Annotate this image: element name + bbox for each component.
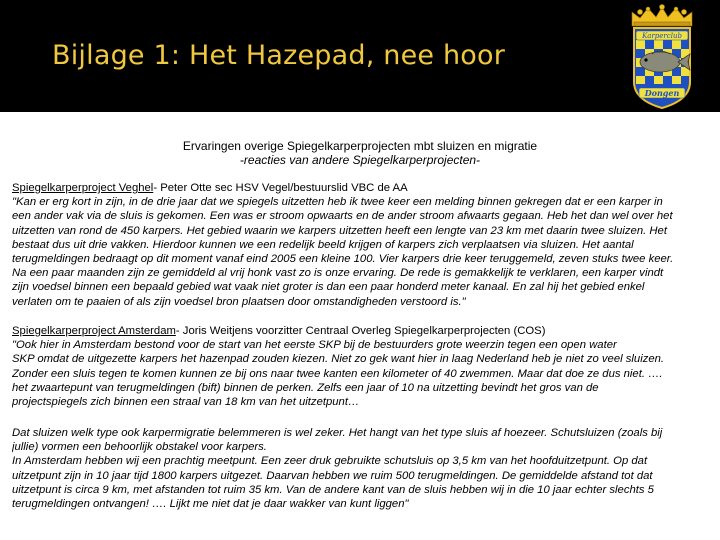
- paragraph-line: een ander vak via de sluis is gekomen. Een was er stroom opwaarts en de ander stroom afwaarts gegaan. Heb het dan wel over het: [12, 210, 673, 223]
- project-name: Spiegelkarperproject Amsterdam: [12, 325, 176, 337]
- crown-icon: [632, 4, 692, 26]
- project-contact: - Peter Otte sec HSV Vegel/bestuurslid VBC de AA: [153, 182, 408, 194]
- section-veghel: [12, 181, 712, 309]
- project-name: Spiegelkarperproject Veghel: [12, 182, 154, 194]
- paragraph-line: projectspiegels zich binnen een straal van 18 km van het uitzetpunt…: [12, 396, 360, 409]
- document-title: Ervaringen overige Spiegelkarperprojecten mbt sluizen en migratie: [182, 139, 538, 153]
- paragraph-line: zijn voedsel binnen een bepaald gebied wat vaak niet groter is dan een paar honderd meter kanaal. En zal hij het gebied enkel: [12, 281, 645, 294]
- slide-header: [0, 0, 720, 112]
- paragraph-line: "Ook hier in Amsterdam bestond voor de start van het eerste SKP bij de bestuurders grote weerzin tegen een open water: [12, 339, 617, 352]
- paragraph-line: In Amsterdam hebben wij een prachtig meetpunt. Een zeer druk gebruikte schutsluis op 3,5 km van het hoofduitzetpunt. Op dat: [12, 455, 648, 468]
- logo-bottom-text: Dongen: [644, 88, 680, 98]
- paragraph-line: Na een paar maanden zijn ze gemiddeld al vrij honk vast zo is onze ervaring. De rede is gemakkelijk te verklaren, een karper vindt: [12, 267, 664, 280]
- paragraph-line: jullie) vormen een behoorlijk obstakel voor karpers.: [12, 441, 267, 454]
- logo-top-text: Karperclub: [642, 32, 682, 40]
- document-subtitle: -reacties van andere Spiegelkarperprojecten-: [239, 153, 481, 167]
- karperclub-logo: [626, 4, 698, 110]
- project-contact: - Joris Weitjens voorzitter Centraal Overleg Spiegelkarperprojecten (COS): [175, 325, 546, 337]
- paragraph-line: terugmeldingen ontvangen! …. Lijkt me niet dat je daar wakker van kunt liggen": [12, 498, 409, 511]
- paragraph-line: Dat sluizen welk type ook karpermigratie belemmeren is wel zeker. Het hangt van het type sluis af hoezeer. Schutsluizen (zoals bij: [12, 427, 663, 439]
- document-body: [0, 112, 720, 540]
- paragraph-line: "Kan er erg kort in zijn, in de drie jaar dat we spiegels uitzetten heb ik twee keer een melding binnen gekregen dat er een karper in: [12, 196, 663, 209]
- paragraph-line: uitzetpunt is circa 9 km, met afstanden tot ruim 35 km. Van de andere kant van de sluis hebben wij in die 10 jaar echter slechts 5: [12, 483, 654, 496]
- section-conclusion: [12, 426, 712, 511]
- paragraph-line: het zwaartepunt van terugmeldingen (bift) binnen de perken. Zelfs een jaar of 10 na uitzetting bevindt het gros van de: [12, 381, 599, 394]
- paragraph-line: uitzetpunt zijn in 10 jaar tijd 1800 karpers uitgezet. Daarvan hebben we ruim 500 terugmeldingen. De gemiddelde afstand tot dat: [12, 469, 653, 482]
- paragraph-line: uitzetten van rond de 450 karpers. Het gebied waarin we karpers uitzetten heeft een lengte van 23 km met daarin twee sluizen. Het: [12, 224, 667, 237]
- section-heading: [12, 181, 712, 195]
- paragraph-line: Zonder een sluis tegen te komen kunnen ze bij ons naar twee kanten een kilometer of 40 zwemmen. Maar dat doe ze dus niet. ….: [12, 367, 663, 380]
- section-amsterdam: [12, 324, 712, 409]
- section-heading: [12, 324, 712, 338]
- paragraph-line: bestaat dus uit drie vakken. Hierdoor kunnen we een redelijk beeld krijgen of karpers zich verplaatsen via sluizen. Het aantal: [12, 238, 634, 251]
- slide-title: Bijlage 1: Het Hazepad, nee hoor: [52, 40, 506, 71]
- paragraph-line: verlaten om te paaien of als zijn voedsel bron plaatsen door omstandigheden verstoord is.": [12, 295, 466, 308]
- paragraph-line: SKP omdat de uitgezette karpers het hazenpad zouden kiezen. Niet zo gek want hier in laag Nederland heb je niet zo veel sluizen.: [12, 353, 665, 366]
- paragraph-line: terugmeldingen bedraagt op dit moment vanaf eind 2005 een kleine 100. Vier karpers drie keer teruggemeld, zeven stuks twee keer.: [12, 253, 674, 266]
